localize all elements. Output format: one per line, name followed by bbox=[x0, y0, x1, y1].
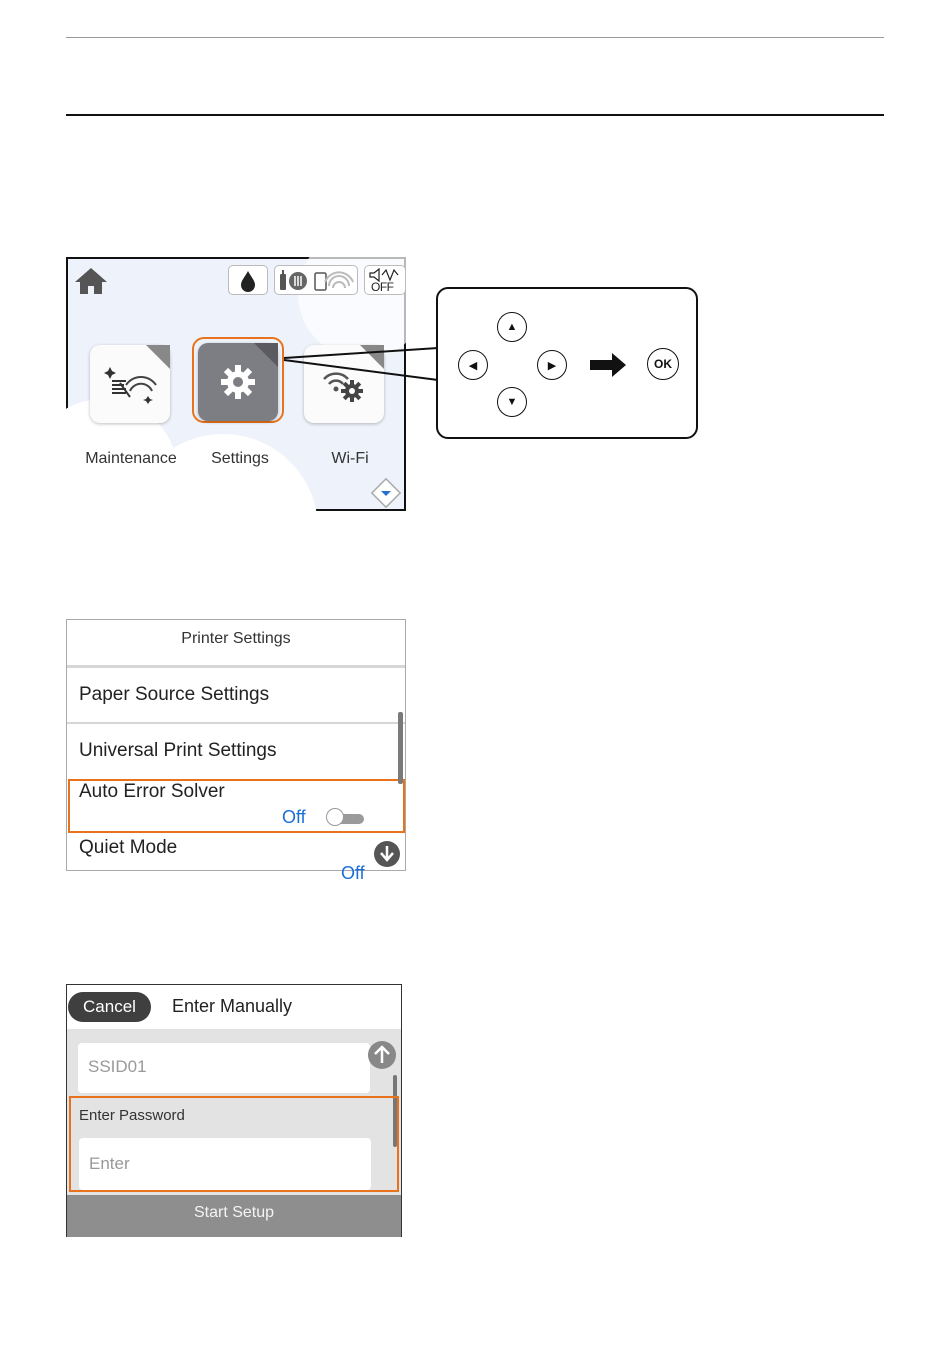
home-icon[interactable] bbox=[74, 267, 108, 295]
ink-drop-icon bbox=[229, 266, 267, 294]
up-button[interactable] bbox=[497, 312, 527, 342]
paper-source-settings-label: Paper Source Settings bbox=[79, 684, 270, 705]
ok-button[interactable]: OK bbox=[647, 348, 679, 380]
maintenance-icon bbox=[102, 361, 158, 407]
left-arrow-icon: ◀ bbox=[468, 359, 478, 372]
printer-settings-title: Printer Settings bbox=[181, 630, 291, 647]
quiet-mode-status-box[interactable] bbox=[364, 265, 406, 295]
auto-error-solver-label: Auto Error Solver bbox=[79, 781, 225, 802]
password-section bbox=[69, 1096, 399, 1192]
down-button[interactable] bbox=[497, 387, 527, 417]
printer-settings-panel bbox=[66, 619, 406, 883]
scrollbar-thumb[interactable] bbox=[398, 712, 403, 784]
auto-error-solver-row[interactable] bbox=[68, 779, 405, 833]
callout-pointer bbox=[270, 340, 442, 390]
wifi-manual-panel bbox=[66, 984, 402, 1237]
network-status-icon bbox=[275, 266, 357, 294]
header-rule bbox=[66, 37, 884, 38]
settings-label: Settings bbox=[211, 450, 269, 467]
auto-error-solver-toggle[interactable] bbox=[326, 811, 366, 825]
left-button[interactable] bbox=[458, 350, 488, 380]
scroll-down-icon[interactable] bbox=[373, 840, 401, 868]
section-rule bbox=[66, 114, 884, 116]
paper-source-settings-row[interactable] bbox=[67, 665, 405, 724]
toggle-knob bbox=[326, 808, 344, 826]
scroll-up-icon[interactable] bbox=[367, 1040, 397, 1070]
password-label: Enter Password bbox=[79, 1107, 185, 1124]
wifi-manual-title: Enter Manually bbox=[172, 996, 293, 1016]
settings-tile[interactable] bbox=[198, 343, 278, 421]
right-button[interactable] bbox=[537, 350, 567, 380]
quiet-mode-row[interactable] bbox=[67, 833, 405, 883]
sound-status-text: OFF bbox=[371, 280, 394, 294]
password-input[interactable] bbox=[79, 1138, 371, 1190]
connection-status-box[interactable] bbox=[274, 265, 358, 295]
ssid-field[interactable] bbox=[78, 1043, 370, 1093]
maintenance-label: Maintenance bbox=[85, 450, 177, 467]
password-placeholder: Enter bbox=[89, 1154, 130, 1173]
universal-print-settings-label: Universal Print Settings bbox=[79, 740, 277, 761]
quiet-mode-value: Off bbox=[341, 863, 365, 883]
cancel-button[interactable]: Cancel bbox=[68, 992, 151, 1022]
down-arrow-icon: ▼ bbox=[506, 396, 518, 408]
start-setup-button[interactable]: Start Setup bbox=[67, 1195, 401, 1237]
ink-status-box[interactable] bbox=[228, 265, 268, 295]
diamond-nav-icon[interactable] bbox=[370, 477, 402, 509]
up-arrow-icon: ▲ bbox=[506, 321, 518, 333]
gear-icon bbox=[218, 362, 258, 402]
right-arrow-icon: ▶ bbox=[547, 359, 557, 372]
arrow-right-icon bbox=[588, 352, 628, 378]
maintenance-tile[interactable] bbox=[90, 345, 170, 423]
wifi-label: Wi-Fi bbox=[331, 450, 369, 467]
ssid-value: SSID01 bbox=[88, 1057, 147, 1076]
auto-error-solver-value: Off bbox=[282, 807, 306, 827]
quiet-mode-label: Quiet Mode bbox=[79, 837, 178, 858]
control-panel-callout bbox=[436, 287, 698, 439]
universal-print-settings-row[interactable] bbox=[67, 722, 405, 780]
